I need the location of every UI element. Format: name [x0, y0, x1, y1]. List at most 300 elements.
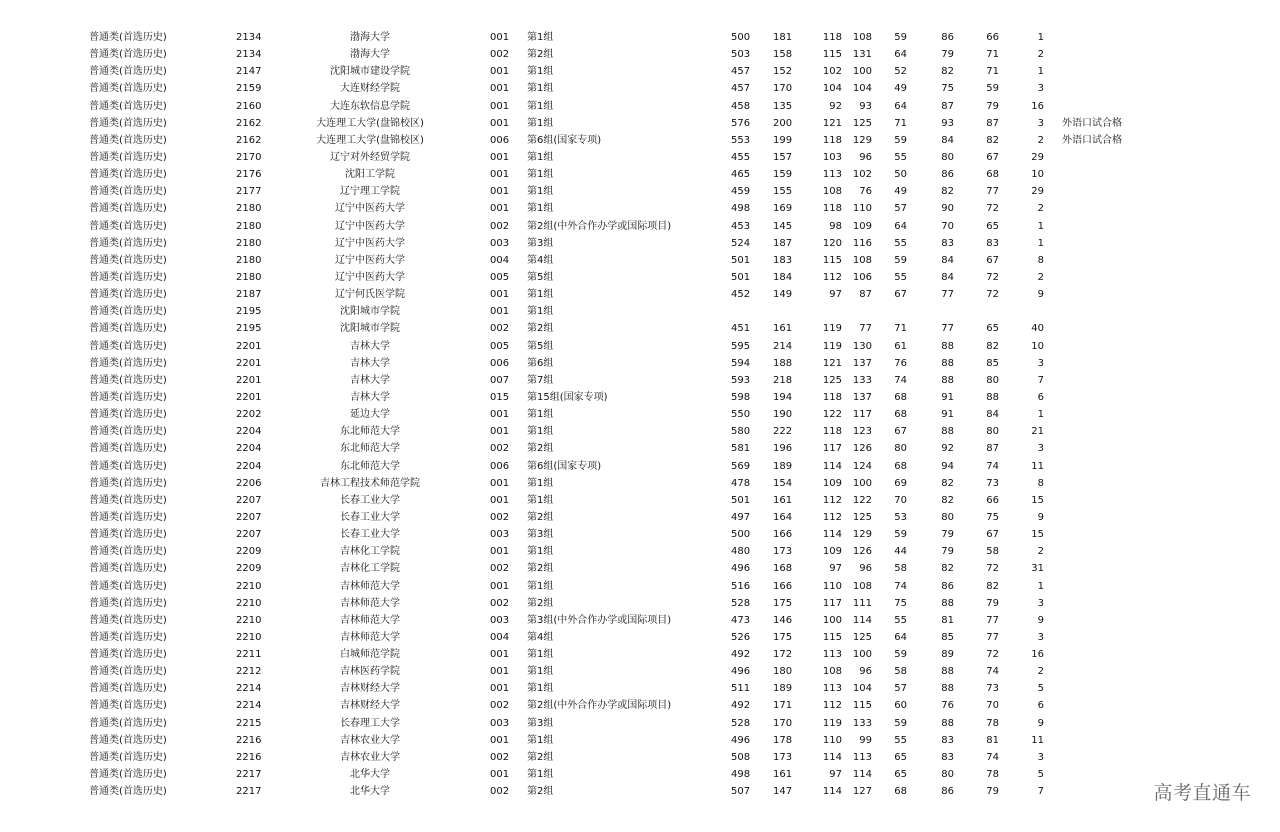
score-6-cell: 88: [986, 391, 999, 403]
table-row: [0, 132, 1280, 149]
score-4-cell: 44: [894, 546, 907, 558]
category-cell: 普通类(首选历史): [89, 460, 167, 472]
category-cell: 普通类(首选历史): [89, 220, 167, 232]
total-score-cell: 458: [731, 100, 751, 112]
score-3-cell: 117: [852, 409, 872, 421]
score-4-cell: 75: [894, 597, 907, 609]
score-6-cell: 82: [986, 580, 999, 592]
school-code-cell: 2210: [236, 580, 262, 592]
group-name-cell: 第6组(国家专项): [527, 134, 602, 146]
table-row: [0, 29, 1280, 46]
score-2-cell: 118: [822, 134, 842, 146]
total-score-cell: 581: [731, 443, 751, 455]
school-name-cell: 吉林化工学院: [340, 546, 400, 558]
score-6-cell: 81: [986, 734, 999, 746]
table-row: [0, 200, 1280, 217]
total-score-cell: 497: [731, 511, 751, 523]
group-code-cell: 001: [490, 289, 510, 301]
group-code-cell: 001: [490, 649, 510, 661]
rank-count-cell: 5: [1037, 769, 1044, 781]
category-cell: 普通类(首选历史): [89, 786, 167, 798]
table-row: [0, 320, 1280, 337]
school-name-cell: 大连理工大学(盘锦校区): [316, 117, 424, 129]
score-1-cell: 222: [773, 426, 793, 438]
group-name-cell: 第6组(国家专项): [527, 460, 602, 472]
group-code-cell: 005: [490, 271, 510, 283]
score-3-cell: 125: [852, 117, 872, 129]
score-2-cell: 118: [822, 426, 842, 438]
score-5-cell: 88: [941, 340, 954, 352]
school-name-cell: 吉林师范大学: [340, 597, 400, 609]
score-2-cell: 119: [822, 340, 842, 352]
score-1-cell: 200: [773, 117, 793, 129]
total-score-cell: 451: [731, 323, 751, 335]
group-code-cell: 001: [490, 32, 510, 43]
rank-count-cell: 15: [1031, 529, 1044, 541]
group-code-cell: 002: [490, 323, 510, 335]
score-5-cell: 79: [941, 529, 954, 541]
score-5-cell: 81: [941, 614, 954, 626]
school-code-cell: 2204: [236, 460, 262, 472]
total-score-cell: 508: [731, 751, 751, 763]
group-name-cell: 第2组: [527, 597, 554, 609]
group-code-cell: 001: [490, 203, 510, 215]
score-6-cell: 72: [986, 271, 999, 283]
school-code-cell: 2180: [236, 203, 262, 215]
group-name-cell: 第3组(中外合作办学或国际项目): [527, 614, 672, 626]
category-cell: 普通类(首选历史): [89, 443, 167, 455]
school-name-cell: 吉林师范大学: [340, 631, 400, 643]
school-name-cell: 辽宁对外经贸学院: [330, 151, 410, 163]
score-1-cell: 166: [773, 580, 793, 592]
total-score-cell: 598: [731, 391, 751, 403]
school-code-cell: 2207: [236, 494, 262, 506]
school-code-cell: 2180: [236, 271, 262, 283]
score-4-cell: 55: [894, 151, 907, 163]
score-5-cell: 79: [941, 546, 954, 558]
category-cell: 普通类(首选历史): [89, 134, 167, 146]
category-cell: 普通类(首选历史): [89, 597, 167, 609]
score-4-cell: 52: [894, 66, 907, 78]
group-name-cell: 第1组: [527, 32, 554, 43]
school-name-cell: 渤海大学: [350, 32, 390, 43]
score-3-cell: 96: [859, 151, 872, 163]
total-score-cell: 478: [731, 477, 751, 489]
score-2-cell: 112: [822, 494, 842, 506]
score-4-cell: 55: [894, 734, 907, 746]
score-1-cell: 135: [773, 100, 793, 112]
score-2-cell: 108: [822, 666, 842, 678]
score-4-cell: 64: [894, 220, 907, 232]
rank-count-cell: 40: [1031, 323, 1044, 335]
score-6-cell: 71: [986, 66, 999, 78]
group-code-cell: 006: [490, 460, 510, 472]
group-code-cell: 002: [490, 563, 510, 575]
score-5-cell: 84: [941, 271, 954, 283]
table-row: [0, 543, 1280, 560]
score-3-cell: 87: [859, 289, 872, 301]
score-6-cell: 65: [986, 220, 999, 232]
rank-count-cell: 21: [1031, 426, 1044, 438]
school-code-cell: 2216: [236, 734, 262, 746]
requirement-cell: 外语口试合格: [1062, 134, 1122, 146]
score-4-cell: 49: [894, 186, 907, 198]
score-2-cell: 112: [822, 271, 842, 283]
score-6-cell: 59: [986, 83, 999, 95]
table-row: [0, 389, 1280, 406]
school-name-cell: 辽宁何氏医学院: [335, 289, 405, 301]
table-row: [0, 286, 1280, 303]
school-name-cell: 延边大学: [350, 409, 390, 421]
score-1-cell: 180: [773, 666, 793, 678]
school-name-cell: 辽宁理工学院: [340, 186, 400, 198]
table-row: [0, 629, 1280, 646]
score-2-cell: 118: [822, 32, 842, 43]
score-3-cell: 102: [852, 169, 872, 181]
group-code-cell: 002: [490, 49, 510, 61]
score-1-cell: 158: [773, 49, 793, 61]
score-4-cell: 59: [894, 254, 907, 266]
score-6-cell: 74: [986, 460, 999, 472]
score-3-cell: 116: [852, 237, 872, 249]
rank-count-cell: 16: [1031, 100, 1044, 112]
score-2-cell: 113: [822, 649, 842, 661]
score-1-cell: 194: [773, 391, 793, 403]
score-5-cell: 79: [941, 49, 954, 61]
school-name-cell: 吉林财经大学: [340, 700, 400, 712]
score-5-cell: 88: [941, 597, 954, 609]
score-2-cell: 97: [829, 289, 842, 301]
school-code-cell: 2180: [236, 254, 262, 266]
score-3-cell: 129: [852, 134, 872, 146]
school-name-cell: 沈阳城市学院: [340, 323, 400, 335]
score-4-cell: 57: [894, 203, 907, 215]
score-4-cell: 74: [894, 374, 907, 386]
score-2-cell: 110: [822, 734, 842, 746]
rank-count-cell: 8: [1037, 254, 1044, 266]
school-code-cell: 2209: [236, 546, 262, 558]
school-name-cell: 辽宁中医药大学: [335, 254, 405, 266]
school-code-cell: 2207: [236, 511, 262, 523]
score-3-cell: 127: [852, 786, 872, 798]
total-score-cell: 528: [731, 597, 751, 609]
table-row: [0, 560, 1280, 577]
group-code-cell: 004: [490, 254, 510, 266]
school-code-cell: 2162: [236, 117, 262, 129]
rank-count-cell: 3: [1037, 597, 1044, 609]
group-code-cell: 002: [490, 786, 510, 798]
score-6-cell: 66: [986, 32, 999, 43]
group-name-cell: 第1组: [527, 649, 554, 661]
group-name-cell: 第5组: [527, 271, 554, 283]
score-1-cell: 164: [773, 511, 793, 523]
score-2-cell: 121: [822, 357, 842, 369]
category-cell: 普通类(首选历史): [89, 306, 167, 318]
score-2-cell: 102: [822, 66, 842, 78]
table-row: [0, 749, 1280, 766]
category-cell: 普通类(首选历史): [89, 426, 167, 438]
score-3-cell: 124: [852, 460, 872, 472]
score-3-cell: 109: [852, 220, 872, 232]
rank-count-cell: 11: [1031, 734, 1044, 746]
total-score-cell: 465: [731, 169, 751, 181]
score-3-cell: 125: [852, 631, 872, 643]
score-4-cell: 59: [894, 649, 907, 661]
school-name-cell: 吉林大学: [350, 340, 390, 352]
score-1-cell: 199: [773, 134, 793, 146]
score-5-cell: 84: [941, 134, 954, 146]
school-code-cell: 2202: [236, 409, 262, 421]
score-3-cell: 100: [852, 66, 872, 78]
score-2-cell: 115: [822, 631, 842, 643]
score-2-cell: 103: [822, 151, 842, 163]
score-5-cell: 80: [941, 151, 954, 163]
category-cell: 普通类(首选历史): [89, 511, 167, 523]
school-code-cell: 2206: [236, 477, 262, 489]
score-2-cell: 109: [822, 477, 842, 489]
group-name-cell: 第1组: [527, 203, 554, 215]
total-score-cell: 503: [731, 49, 751, 61]
group-name-cell: 第4组: [527, 631, 554, 643]
score-3-cell: 133: [852, 717, 872, 729]
table-row: [0, 252, 1280, 269]
group-code-cell: 001: [490, 409, 510, 421]
rank-count-cell: 3: [1037, 443, 1044, 455]
score-4-cell: 67: [894, 426, 907, 438]
school-name-cell: 东北师范大学: [340, 443, 400, 455]
score-2-cell: 117: [822, 597, 842, 609]
score-2-cell: 114: [822, 529, 842, 541]
table-row: [0, 766, 1280, 783]
total-score-cell: 526: [731, 631, 751, 643]
rank-count-cell: 6: [1037, 700, 1044, 712]
total-score-cell: 511: [731, 683, 751, 695]
score-4-cell: 59: [894, 717, 907, 729]
score-1-cell: 173: [773, 751, 793, 763]
table-row: [0, 269, 1280, 286]
score-1-cell: 159: [773, 169, 793, 181]
score-2-cell: 121: [822, 117, 842, 129]
rank-count-cell: 3: [1037, 117, 1044, 129]
table-row: [0, 715, 1280, 732]
school-name-cell: 东北师范大学: [340, 460, 400, 472]
score-1-cell: 170: [773, 83, 793, 95]
table-row: [0, 680, 1280, 697]
score-6-cell: 77: [986, 631, 999, 643]
group-code-cell: 002: [490, 443, 510, 455]
rank-count-cell: 6: [1037, 391, 1044, 403]
school-name-cell: 吉林大学: [350, 374, 390, 386]
rank-count-cell: 1: [1037, 237, 1044, 249]
school-code-cell: 2217: [236, 786, 262, 798]
category-cell: 普通类(首选历史): [89, 374, 167, 386]
group-code-cell: 001: [490, 494, 510, 506]
score-3-cell: 100: [852, 649, 872, 661]
score-5-cell: 84: [941, 254, 954, 266]
score-5-cell: 80: [941, 511, 954, 523]
table-row: [0, 183, 1280, 200]
score-3-cell: 76: [859, 186, 872, 198]
rank-count-cell: 15: [1031, 494, 1044, 506]
score-6-cell: 58: [986, 546, 999, 558]
score-6-cell: 74: [986, 751, 999, 763]
score-2-cell: 120: [822, 237, 842, 249]
group-code-cell: 005: [490, 340, 510, 352]
total-score-cell: 501: [731, 494, 751, 506]
category-cell: 普通类(首选历史): [89, 49, 167, 61]
score-6-cell: 72: [986, 203, 999, 215]
category-cell: 普通类(首选历史): [89, 203, 167, 215]
rank-count-cell: 11: [1031, 460, 1044, 472]
category-cell: 普通类(首选历史): [89, 151, 167, 163]
score-4-cell: 69: [894, 477, 907, 489]
group-code-cell: 001: [490, 117, 510, 129]
score-5-cell: 94: [941, 460, 954, 472]
score-1-cell: 154: [773, 477, 793, 489]
group-name-cell: 第3组: [527, 237, 554, 249]
score-4-cell: 58: [894, 563, 907, 575]
school-code-cell: 2201: [236, 340, 262, 352]
category-cell: 普通类(首选历史): [89, 66, 167, 78]
category-cell: 普通类(首选历史): [89, 580, 167, 592]
category-cell: 普通类(首选历史): [89, 100, 167, 112]
score-2-cell: 92: [829, 100, 842, 112]
table-row: [0, 166, 1280, 183]
score-6-cell: 79: [986, 786, 999, 798]
score-3-cell: 114: [852, 614, 872, 626]
score-1-cell: 149: [773, 289, 793, 301]
score-3-cell: 77: [859, 323, 872, 335]
score-2-cell: 112: [822, 511, 842, 523]
group-name-cell: 第2组(中外合作办学或国际项目): [527, 220, 672, 232]
category-cell: 普通类(首选历史): [89, 614, 167, 626]
score-6-cell: 77: [986, 186, 999, 198]
school-name-cell: 长春工业大学: [340, 511, 400, 523]
total-score-cell: 553: [731, 134, 751, 146]
group-code-cell: 006: [490, 134, 510, 146]
category-cell: 普通类(首选历史): [89, 289, 167, 301]
category-cell: 普通类(首选历史): [89, 409, 167, 421]
score-1-cell: 169: [773, 203, 793, 215]
group-code-cell: 001: [490, 769, 510, 781]
score-2-cell: 104: [822, 83, 842, 95]
school-name-cell: 吉林师范大学: [340, 614, 400, 626]
category-cell: 普通类(首选历史): [89, 717, 167, 729]
score-6-cell: 66: [986, 494, 999, 506]
score-6-cell: 78: [986, 769, 999, 781]
table-row: [0, 372, 1280, 389]
score-1-cell: 161: [773, 769, 793, 781]
score-1-cell: 152: [773, 66, 793, 78]
group-name-cell: 第4组: [527, 254, 554, 266]
school-code-cell: 2180: [236, 220, 262, 232]
score-4-cell: 60: [894, 700, 907, 712]
group-name-cell: 第7组: [527, 374, 554, 386]
watermark-text: 高考直通车: [1153, 782, 1251, 804]
table-row: [0, 440, 1280, 457]
group-name-cell: 第1组: [527, 683, 554, 695]
total-score-cell: 496: [731, 666, 751, 678]
score-3-cell: 115: [852, 700, 872, 712]
group-code-cell: 002: [490, 751, 510, 763]
group-name-cell: 第3组: [527, 717, 554, 729]
rank-count-cell: 5: [1037, 683, 1044, 695]
score-4-cell: 61: [894, 340, 907, 352]
category-cell: 普通类(首选历史): [89, 700, 167, 712]
score-1-cell: 172: [773, 649, 793, 661]
group-code-cell: 002: [490, 700, 510, 712]
category-cell: 普通类(首选历史): [89, 546, 167, 558]
score-3-cell: 106: [852, 271, 872, 283]
rank-count-cell: 3: [1037, 357, 1044, 369]
school-name-cell: 吉林大学: [350, 357, 390, 369]
school-name-cell: 吉林农业大学: [340, 751, 400, 763]
table-row: [0, 509, 1280, 526]
rank-count-cell: 1: [1037, 66, 1044, 78]
score-5-cell: 88: [941, 717, 954, 729]
group-name-cell: 第1组: [527, 477, 554, 489]
school-code-cell: 2180: [236, 237, 262, 249]
score-2-cell: 97: [829, 769, 842, 781]
category-cell: 普通类(首选历史): [89, 477, 167, 489]
score-2-cell: 97: [829, 563, 842, 575]
score-4-cell: 65: [894, 751, 907, 763]
score-4-cell: 70: [894, 494, 907, 506]
score-5-cell: 88: [941, 426, 954, 438]
score-6-cell: 68: [986, 169, 999, 181]
requirement-cell: 外语口试合格: [1062, 117, 1122, 129]
score-1-cell: 188: [773, 357, 793, 369]
category-cell: 普通类(首选历史): [89, 631, 167, 643]
total-score-cell: 480: [731, 546, 751, 558]
score-1-cell: 214: [773, 340, 793, 352]
total-score-cell: 593: [731, 374, 751, 386]
score-4-cell: 68: [894, 409, 907, 421]
total-score-cell: 496: [731, 734, 751, 746]
score-6-cell: 79: [986, 597, 999, 609]
school-name-cell: 辽宁中医药大学: [335, 271, 405, 283]
total-score-cell: 492: [731, 649, 751, 661]
school-code-cell: 2210: [236, 597, 262, 609]
total-score-cell: 595: [731, 340, 751, 352]
rank-count-cell: 9: [1037, 614, 1044, 626]
score-5-cell: 77: [941, 323, 954, 335]
group-name-cell: 第15组(国家专项): [527, 391, 608, 403]
group-name-cell: 第1组: [527, 306, 554, 318]
group-code-cell: 001: [490, 83, 510, 95]
score-1-cell: 189: [773, 460, 793, 472]
school-name-cell: 渤海大学: [350, 49, 390, 61]
school-code-cell: 2195: [236, 323, 262, 335]
total-score-cell: 455: [731, 151, 751, 163]
school-code-cell: 2211: [236, 649, 262, 661]
score-6-cell: 82: [986, 340, 999, 352]
total-score-cell: 501: [731, 271, 751, 283]
score-2-cell: 108: [822, 186, 842, 198]
group-name-cell: 第1组: [527, 426, 554, 438]
score-4-cell: 76: [894, 357, 907, 369]
score-1-cell: 190: [773, 409, 793, 421]
school-name-cell: 吉林财经大学: [340, 683, 400, 695]
table-row: [0, 115, 1280, 132]
school-code-cell: 2187: [236, 289, 262, 301]
rank-count-cell: 2: [1037, 49, 1044, 61]
category-cell: 普通类(首选历史): [89, 734, 167, 746]
table-row: [0, 646, 1280, 663]
group-code-cell: 001: [490, 186, 510, 198]
total-score-cell: 507: [731, 786, 751, 798]
table-row: [0, 149, 1280, 166]
